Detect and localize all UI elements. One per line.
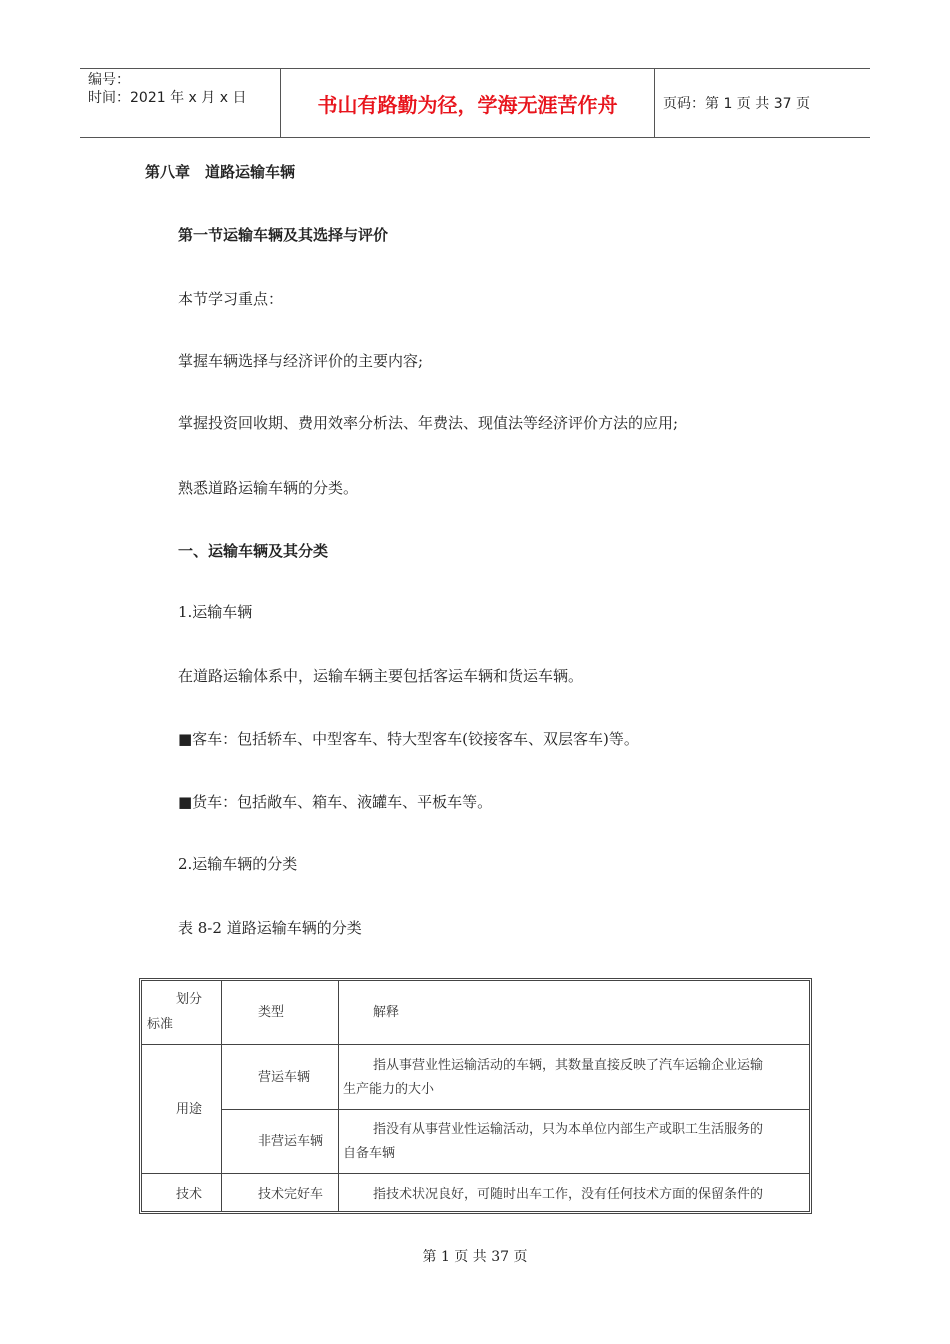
- row-good-condition-type: 技术完好车: [258, 1187, 324, 1202]
- table-divider: [221, 981, 222, 1211]
- header-type: 类型: [258, 1005, 285, 1020]
- subheading-1: 1.运输车辆: [178, 603, 253, 621]
- row-operating-type: 营运车辆: [258, 1070, 311, 1085]
- row-operating-desc-2: 生产能力的大小: [343, 1082, 435, 1097]
- focus-label: 本节学习重点：: [178, 290, 284, 308]
- group-technical: 技术: [176, 1187, 203, 1202]
- document-header: [80, 68, 870, 138]
- header-page-label: 页码：第 1 页 共 37 页: [663, 96, 810, 112]
- bullet-freight: ■货车：包括敞车、箱车、液罐车、平板车等。: [178, 793, 493, 811]
- header-motto: 书山有路勤为径，学海无涯苦作舟: [281, 69, 655, 137]
- row-nonoperating-type: 非营运车辆: [258, 1134, 324, 1149]
- page-footer: 第 1 页 共 37 页: [422, 1249, 528, 1265]
- row-operating-desc-1: 指从事营业性运输活动的车辆，其数量直接反映了汽车运输企业运输: [373, 1058, 764, 1073]
- paragraph-1: 在道路运输体系中，运输车辆主要包括客运车辆和货运车辆。: [178, 667, 584, 685]
- header-explanation: 解释: [373, 1005, 400, 1020]
- focus-item-2: 掌握投资回收期、费用效率分析法、年费法、现值法等经济评价方法的应用;: [178, 414, 679, 432]
- section-title: 第一节运输车辆及其选择与评价: [178, 226, 389, 244]
- vehicle-classification-table: [139, 978, 812, 1214]
- focus-item-3: 熟悉道路运输车辆的分类。: [178, 479, 359, 497]
- table-divider: [142, 1044, 809, 1045]
- table-caption: 表 8-2 道路运输车辆的分类: [178, 919, 362, 937]
- bullet-passenger: ■客车：包括轿车、中型客车、特大型客车(铰接客车、双层客车)等。: [178, 730, 639, 748]
- table-divider: [142, 1173, 809, 1174]
- chapter-title: 第八章 道路运输车辆: [145, 163, 296, 181]
- doc-number-label: 编号：: [88, 72, 130, 88]
- header-criteria-line1: 划分: [176, 992, 203, 1007]
- subheading-2: 2.运输车辆的分类: [178, 855, 298, 873]
- row-good-condition-desc: 指技术状况良好，可随时出车工作，没有任何技术方面的保留条件的: [373, 1187, 764, 1202]
- table-divider: [338, 981, 339, 1211]
- row-nonoperating-desc-2: 自备车辆: [343, 1146, 396, 1161]
- header-criteria-line2: 标准: [147, 1017, 174, 1032]
- doc-date-label: 时间：2021 年 x 月 x 日: [88, 90, 247, 106]
- table-divider: [221, 1109, 809, 1110]
- focus-item-1: 掌握车辆选择与经济评价的主要内容;: [178, 352, 424, 370]
- heading-1: 一、运输车辆及其分类: [178, 542, 329, 560]
- header-meta-cell: [80, 69, 281, 137]
- group-usage: 用途: [176, 1102, 203, 1117]
- row-nonoperating-desc-1: 指没有从事营业性运输活动，只为本单位内部生产或职工生活服务的: [373, 1122, 764, 1137]
